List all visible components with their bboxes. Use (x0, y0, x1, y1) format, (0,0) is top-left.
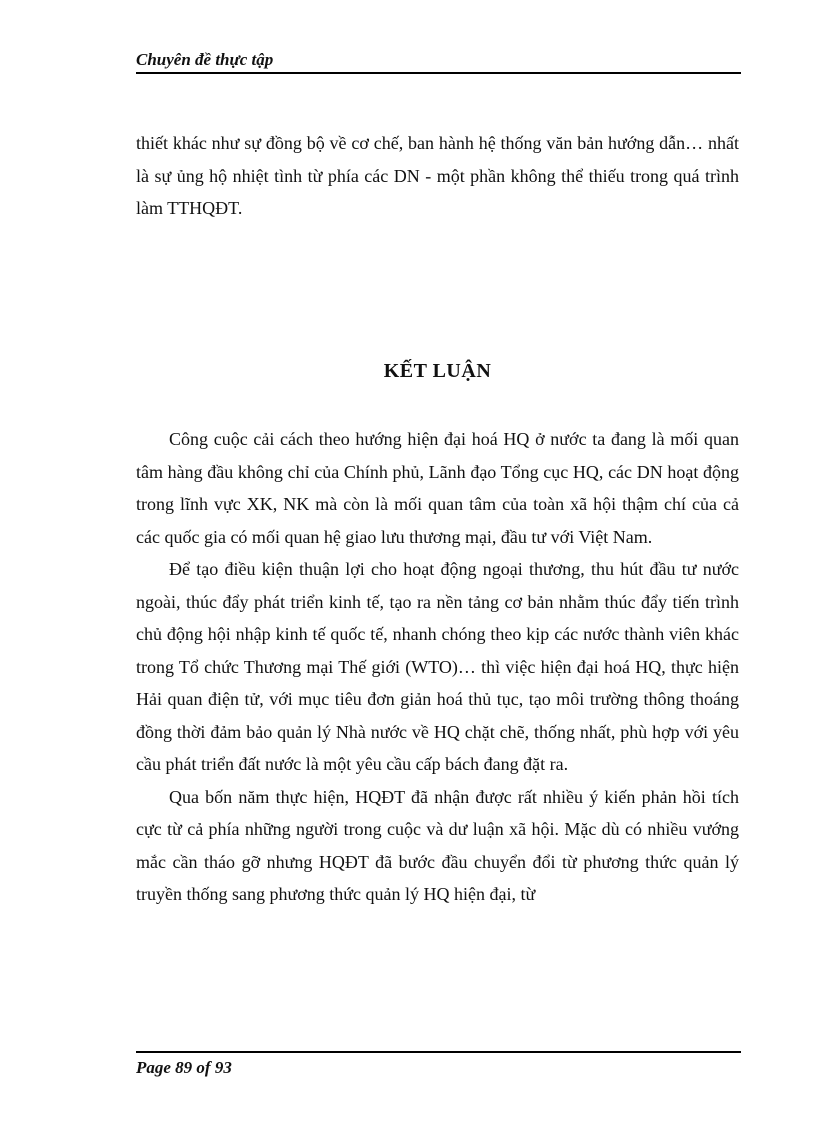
page-footer (136, 1051, 741, 1077)
document-title: Chuyên đề thực tập (136, 50, 274, 69)
intro-paragraph: thiết khác như sự đồng bộ về cơ chế, ban hành hệ thống văn bản hướng dẫn… nhất là sự ủng hộ nhiệt tình từ phía các DN - một phần không thể thiếu trong quá trình làm TTHQĐT. (136, 133, 739, 218)
page-number: Page 89 of 93 (136, 1058, 232, 1077)
conclusion-paragraph: Qua bốn năm thực hiện, HQĐT đã nhận được rất nhiều ý kiến phản hồi tích cực từ cả phía những người trong cuộc và dư luận xã hội. Mặc dù có nhiều vướng mắc cần tháo gỡ nhưng HQĐT đã bước đầu chuyển đổi từ phương thức quản lý truyền thống sang phương thức quản lý HQ hiện đại, từ (136, 786, 739, 904)
page-header (136, 48, 741, 74)
conclusion-paragraph: Công cuộc cải cách theo hướng hiện đại hoá HQ ở nước ta đang là mối quan tâm hàng đầu không chỉ của Chính phủ, Lãnh đạo Tổng cục HQ, các DN hoạt động trong lĩnh vực XK, NK mà còn là mối quan tâm của toàn xã hội thậm chí của cả các quốc gia có mối quan hệ giao lưu thương mại, đầu tư với Việt Nam. (136, 429, 739, 547)
conclusion-body (136, 423, 739, 911)
conclusion-paragraph: Để tạo điều kiện thuận lợi cho hoạt động ngoại thương, thu hút đầu tư nước ngoài, thúc đẩy phát triển kinh tế, tạo ra nền tảng cơ bản nhằm thúc đẩy tiến trình chủ động hội nhập kinh tế quốc tế, nhanh chóng theo kịp các nước thành viên khác trong Tổ chức Thương mại Thế giới (WTO)… thì việc hiện đại hoá HQ, thực hiện Hải quan điện tử, với mục tiêu đơn giản hoá thủ tục, tạo môi trường thông thoáng đồng thời đảm bảo quản lý Nhà nước về HQ chặt chẽ, thống nhất, phù hợp với yêu cầu phát triển đất nước là một yêu cầu cấp bách đang đặt ra. (136, 559, 739, 774)
section-title: KẾT LUẬN (383, 360, 492, 382)
